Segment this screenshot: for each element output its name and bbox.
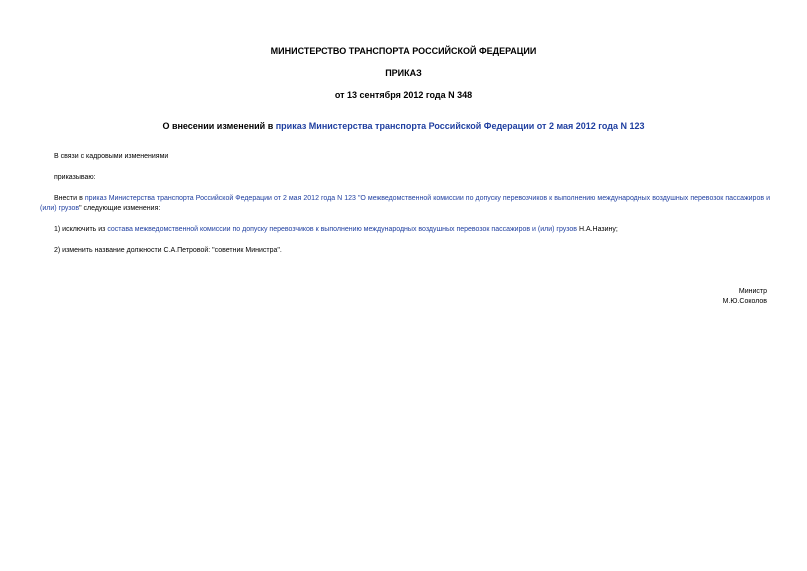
para1-suffix: " следующие изменения: bbox=[79, 205, 161, 212]
item-2: 2) изменить название должности С.А.Петровой: "советник Министра". bbox=[54, 247, 282, 254]
signature-title: Министр bbox=[738, 288, 767, 295]
intro-paragraph: В связи с кадровыми изменениями bbox=[54, 153, 169, 160]
ministry-heading: МИНИСТЕРСТВО ТРАНСПОРТА РОССИЙСКОЙ ФЕДЕРАЦИИ bbox=[270, 46, 537, 56]
signature-name: М.Ю.Соколов bbox=[722, 298, 767, 305]
para1-prefix: Внести в bbox=[54, 195, 85, 202]
order-word: приказываю: bbox=[54, 174, 96, 181]
paragraph-amendment bbox=[40, 194, 770, 214]
subject-order-link[interactable]: приказ Министерства транспорта Российской Федерации от 2 мая 2012 года N 123 bbox=[275, 121, 645, 131]
date-number-heading: от 13 сентября 2012 года N 348 bbox=[334, 90, 473, 100]
item1-suffix: Н.А.Назину; bbox=[577, 226, 618, 233]
subject-heading bbox=[0, 120, 807, 132]
para1-order-link[interactable]: приказ Министерства транспорта Российской Федерации от 2 мая 2012 года N 123 "О межведомственной комиссии по допуску перевозчиков к выполнению международных воздушных перевозок пассажиров и (или) грузов bbox=[40, 195, 770, 212]
item-1 bbox=[54, 225, 618, 235]
subject-prefix: О внесении изменений в bbox=[162, 121, 276, 131]
item1-prefix: 1) исключить из bbox=[54, 226, 108, 233]
item1-commission-link[interactable]: состава межведомственной комиссии по допуску перевозчиков к выполнению международных воздушных перевозок пассажиров и (или) грузов bbox=[107, 226, 577, 233]
doc-type-heading: ПРИКАЗ bbox=[385, 68, 422, 78]
